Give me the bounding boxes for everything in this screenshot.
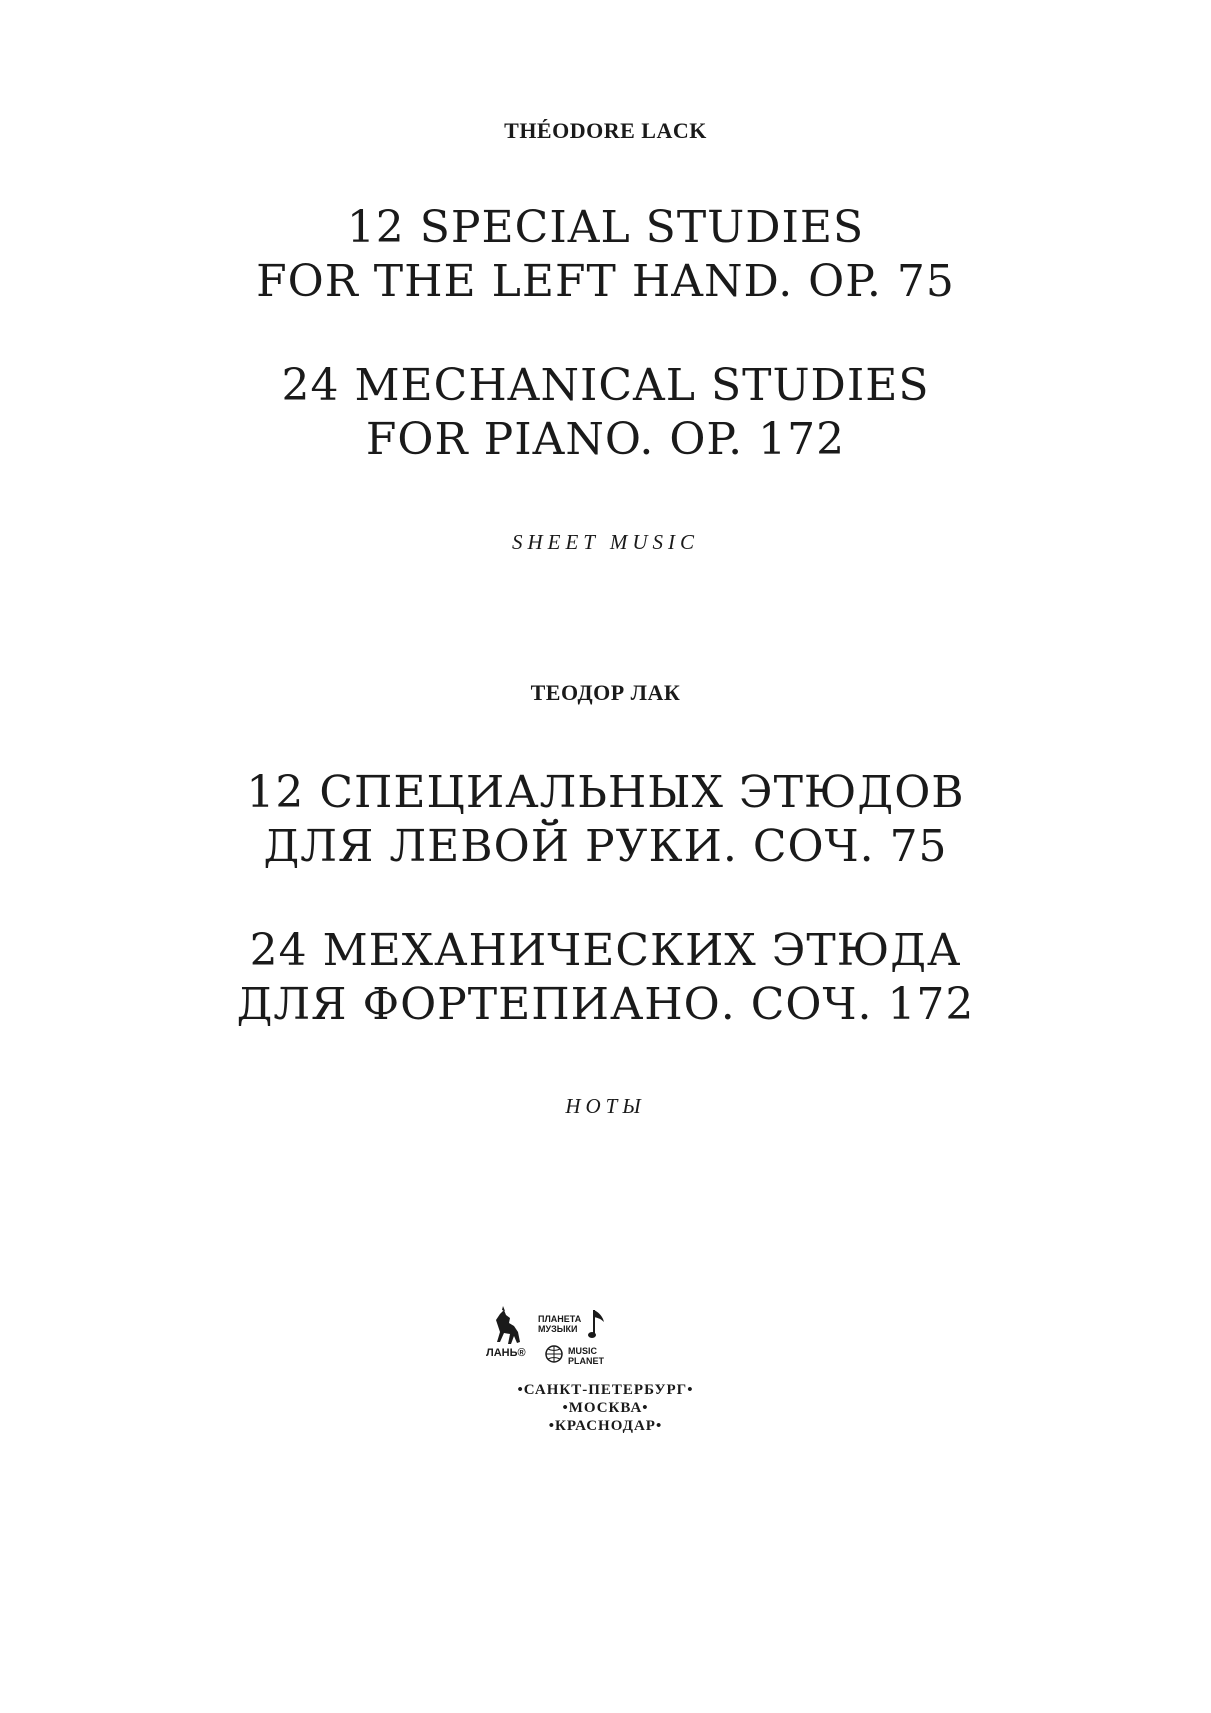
work-title-line: ДЛЯ ФОРТЕПИАНО. СОЧ. 172 (236, 979, 975, 1030)
work-title-line: 24 МЕХАНИЧЕСКИХ ЭТЮДА (249, 925, 962, 976)
city-line: •САНКТ-ПЕТЕРБУРГ• (517, 1382, 694, 1398)
city-line: •МОСКВА• (562, 1400, 649, 1416)
genre-en: SHEET MUSIC (511, 530, 700, 554)
work-title-line: 12 SPECIAL STUDIES (346, 202, 865, 253)
imprint-en (568, 1346, 604, 1366)
globe-icon (544, 1344, 564, 1364)
imprint-ru-line: МУЗЫКИ (538, 1324, 578, 1334)
music-note-icon (588, 1308, 608, 1346)
author-ru: ТЕОДОР ЛАК (530, 680, 681, 705)
work-title-line: 24 MECHANICAL STUDIES (281, 360, 930, 411)
work-title-line: FOR THE LEFT HAND. OP. 75 (256, 256, 955, 307)
work-title-line: FOR PIANO. OP. 172 (365, 414, 846, 465)
imprint-en-line: PLANET (568, 1356, 604, 1366)
work-title-line: 12 СПЕЦИАЛЬНЫХ ЭТЮДОВ (246, 767, 965, 818)
publisher-name: ЛАНЬ® (486, 1347, 526, 1359)
imprint-ru-line: ПЛАНЕТА (538, 1314, 582, 1324)
genre-ru: НОТЫ (565, 1094, 646, 1118)
author-en: THÉODORE LACK (504, 118, 707, 143)
imprint-ru (538, 1314, 581, 1334)
imprint-en-line: MUSIC (568, 1346, 597, 1356)
publisher-logo (480, 1306, 630, 1378)
city-line: •КРАСНОДАР• (548, 1418, 663, 1434)
work-title-line: ДЛЯ ЛЕВОЙ РУКИ. СОЧ. 75 (263, 821, 948, 872)
